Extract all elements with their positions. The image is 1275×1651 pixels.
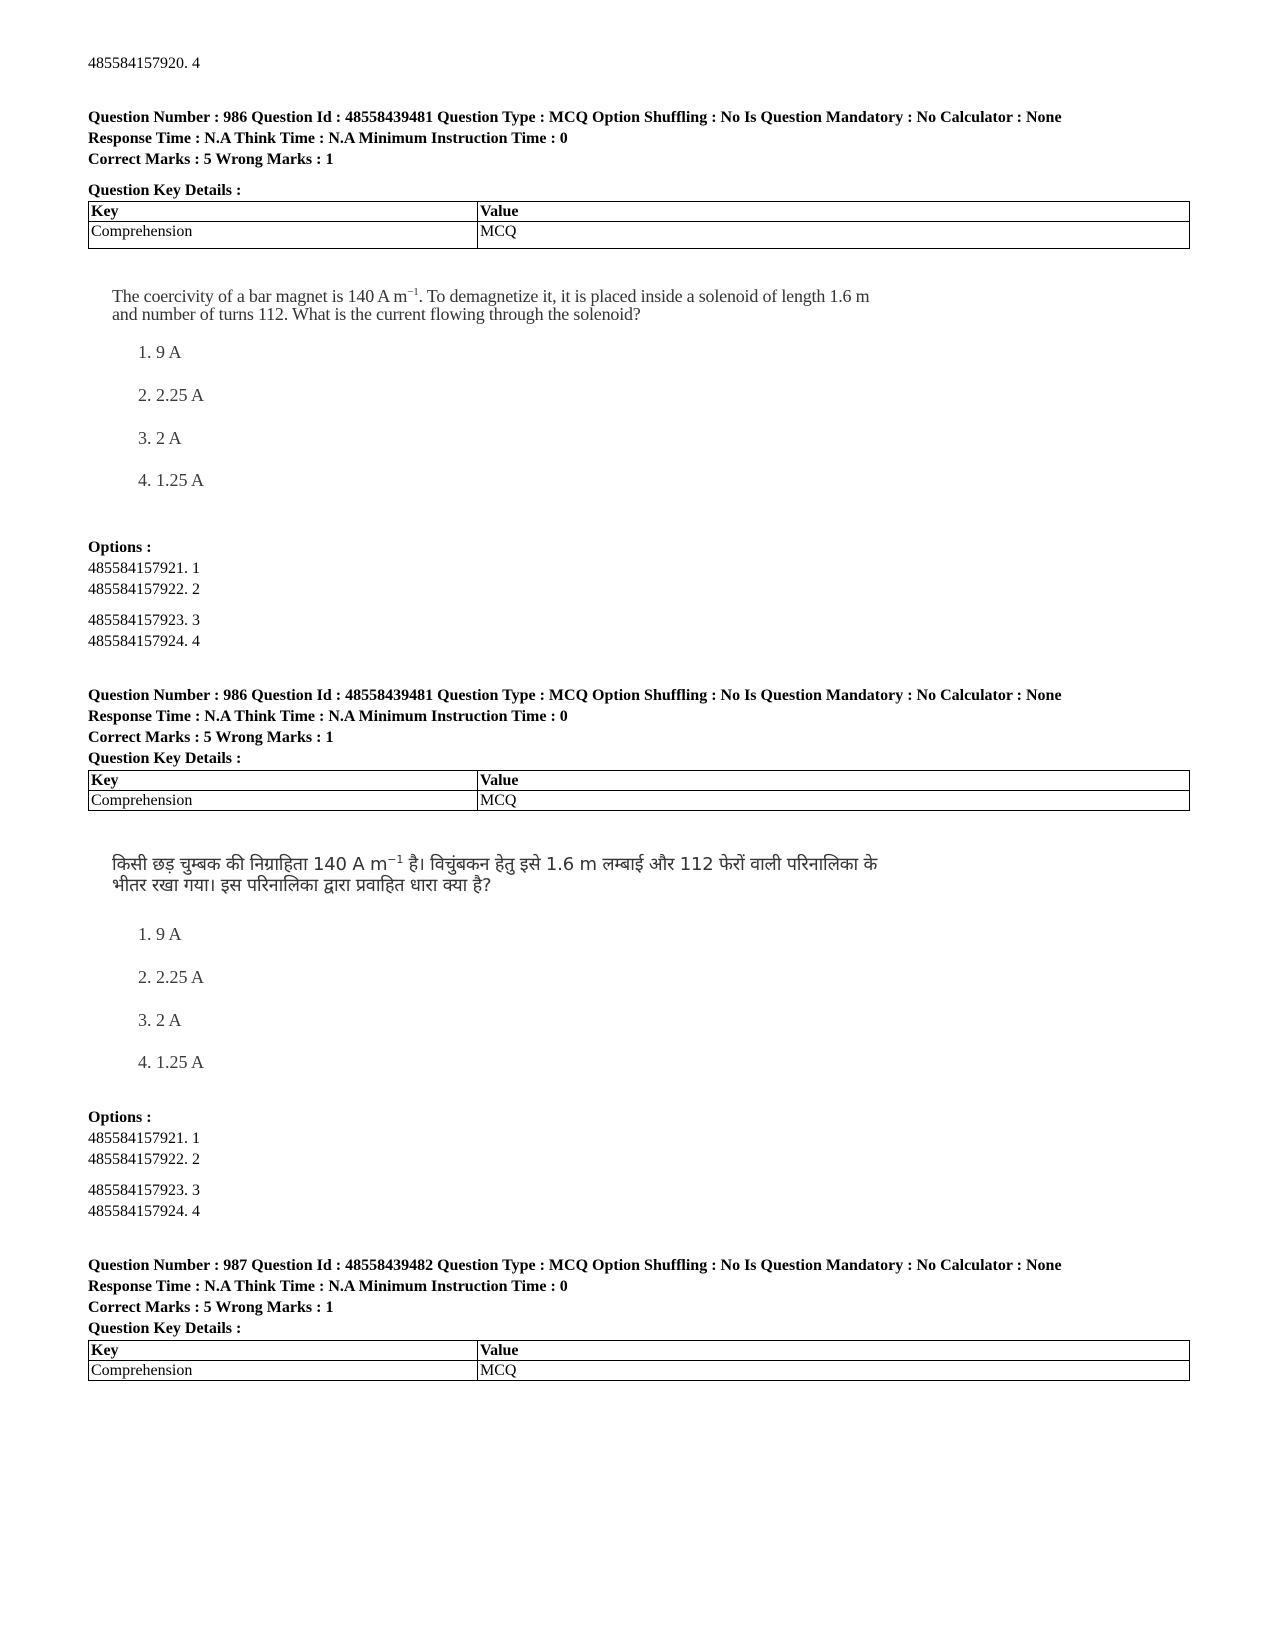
question-header-line1: Question Number : 986 Question Id : 48558439481 Question Type : MCQ Option Shuffling : No Is Question Mandatory : No Calculator : None <box>88 109 1062 126</box>
key-cell: Comprehension <box>89 791 478 811</box>
option-id-4: 485584157924. 4 <box>88 633 200 650</box>
choice-2: 2. 2.25 A <box>138 385 205 405</box>
key-header: Key <box>89 1341 478 1361</box>
question-key-table <box>88 201 1190 249</box>
key-header: Key <box>89 202 478 222</box>
value-header: Value <box>478 202 1190 222</box>
choice-3: 3. 2 A <box>138 428 182 448</box>
option-id-2: 485584157922. 2 <box>88 581 200 598</box>
option-id-4: 485584157924. 4 <box>88 1203 200 1220</box>
choice-1: 1. 9 A <box>138 342 182 362</box>
option-id-3: 485584157923. 3 <box>88 1182 200 1199</box>
question-image <box>112 280 992 510</box>
option-id-1: 485584157921. 1 <box>88 1130 200 1147</box>
choice-4: 4. 1.25 A <box>138 1052 205 1072</box>
question-key-details-label: Question Key Details : <box>88 182 242 199</box>
previous-option-line: 485584157920. 4 <box>88 55 200 72</box>
key-cell: Comprehension <box>89 1361 478 1381</box>
question-header-line3: Correct Marks : 5 Wrong Marks : 1 <box>88 1299 334 1316</box>
option-id-1: 485584157921. 1 <box>88 560 200 577</box>
question-text-line2: भीतर रखा गया। इस परिनालिका द्वारा प्रवाहित धारा क्या है? <box>112 875 492 896</box>
question-header-line3: Correct Marks : 5 Wrong Marks : 1 <box>88 151 334 168</box>
options-label: Options : <box>88 539 152 556</box>
question-header-line2: Response Time : N.A Think Time : N.A Minimum Instruction Time : 0 <box>88 1278 568 1295</box>
question-key-table <box>88 1340 1190 1381</box>
key-header: Key <box>89 771 478 791</box>
choice-4: 4. 1.25 A <box>138 470 205 490</box>
question-header-line2: Response Time : N.A Think Time : N.A Minimum Instruction Time : 0 <box>88 708 568 725</box>
options-label: Options : <box>88 1109 152 1126</box>
value-header: Value <box>478 1341 1190 1361</box>
value-cell: MCQ <box>478 1361 1190 1381</box>
question-header-line2: Response Time : N.A Think Time : N.A Minimum Instruction Time : 0 <box>88 130 568 147</box>
choice-3: 3. 2 A <box>138 1010 182 1030</box>
question-header-line3: Correct Marks : 5 Wrong Marks : 1 <box>88 729 334 746</box>
choice-2: 2. 2.25 A <box>138 967 205 987</box>
value-cell: MCQ <box>478 222 1190 249</box>
question-key-table <box>88 770 1190 811</box>
value-cell: MCQ <box>478 791 1190 811</box>
key-cell: Comprehension <box>89 222 478 249</box>
choice-1: 1. 9 A <box>138 924 182 944</box>
question-text-line1: The coercivity of a bar magnet is 140 A $m^{-1}$. To demagnetize it, it is placed inside a solenoid of length 1.6 m <box>112 286 870 306</box>
question-image <box>112 848 992 1078</box>
question-key-details-label: Question Key Details : <box>88 1320 242 1337</box>
question-text-line1: किसी छड़ चुम्बक की निग्राहिता 140 A $m^{-1}$ है। विचुंबकन हेतु इसे 1.6 m लम्बाई और 112 फेरों वाली परिनालिका के <box>112 853 878 875</box>
value-header: Value <box>478 771 1190 791</box>
question-header-line1: Question Number : 986 Question Id : 48558439481 Question Type : MCQ Option Shuffling : No Is Question Mandatory : No Calculator : None <box>88 687 1062 704</box>
question-key-details-label: Question Key Details : <box>88 750 242 767</box>
option-id-2: 485584157922. 2 <box>88 1151 200 1168</box>
question-header-line1: Question Number : 987 Question Id : 48558439482 Question Type : MCQ Option Shuffling : No Is Question Mandatory : No Calculator : None <box>88 1257 1062 1274</box>
option-id-3: 485584157923. 3 <box>88 612 200 629</box>
question-text-line2: and number of turns 112. What is the current flowing through the solenoid? <box>112 304 641 324</box>
